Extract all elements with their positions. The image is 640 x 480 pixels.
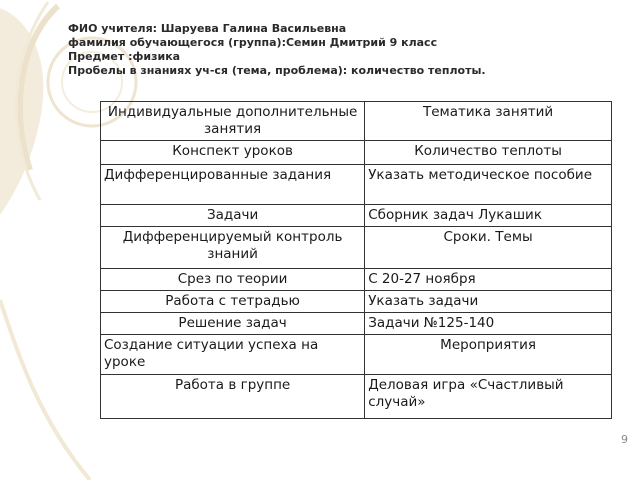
table-cell: Индивидуальные дополнительные занятия — [101, 102, 365, 141]
decor-bottom-curve — [0, 300, 90, 480]
table-row — [101, 227, 612, 269]
table-row — [101, 313, 612, 335]
table-row — [101, 335, 612, 375]
table-cell: Мероприятия — [365, 335, 612, 375]
table-cell: Задачи — [101, 205, 365, 227]
student-line: фамилия обучающегося (группа):Семин Дмитрий 9 класс — [68, 36, 438, 49]
table-row — [101, 205, 612, 227]
teacher-line: ФИО учителя: Шаруева Галина Васильевна — [68, 22, 347, 35]
table-cell: Решение задач — [101, 313, 365, 335]
gaps-line: Пробелы в знаниях уч-ся (тема, проблема): количество теплоты. — [68, 64, 486, 77]
table-cell: Тематика занятий — [365, 102, 612, 141]
table-cell: Указать задачи — [365, 291, 612, 313]
table-cell: Работа с тетрадью — [101, 291, 365, 313]
table-row — [101, 291, 612, 313]
table-cell: Дифференцируемый контроль знаний — [101, 227, 365, 269]
table-row — [101, 375, 612, 419]
subject-line: Предмет :физика — [68, 50, 181, 63]
table-cell: Срез по теории — [101, 269, 365, 291]
table-cell: Конспект уроков — [101, 141, 365, 165]
table-cell: Деловая игра «Счастливый случай» — [365, 375, 612, 419]
table-cell: Указать методическое пособие — [365, 165, 612, 205]
work-plan-table — [100, 101, 612, 419]
table-cell: Сборник задач Лукашик — [365, 205, 612, 227]
table-row — [101, 102, 612, 141]
table-cell: Работа в группе — [101, 375, 365, 419]
table-row — [101, 269, 612, 291]
table-cell: Задачи №125-140 — [365, 313, 612, 335]
table-cell: Дифференцированные задания — [101, 165, 365, 205]
table-row — [101, 165, 612, 205]
header-block — [68, 22, 628, 78]
table-cell: Количество теплоты — [365, 141, 612, 165]
table-row — [101, 141, 612, 165]
table-cell: Сроки. Темы — [365, 227, 612, 269]
table-cell: Создание ситуации успеха на уроке — [101, 335, 365, 375]
page-number: 9 — [621, 433, 628, 446]
table-cell: С 20-27 ноября — [365, 269, 612, 291]
